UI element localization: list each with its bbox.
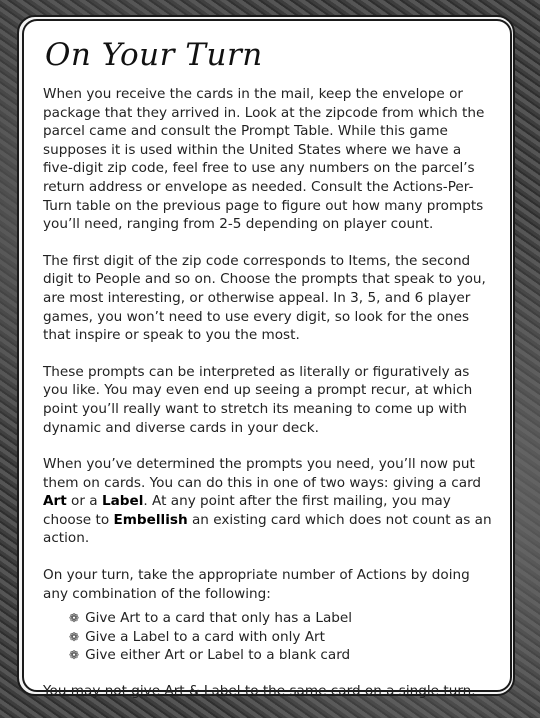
paragraph-actions-intro: On your turn, take the appropriate number of Actions by doing any combination of the following: [43,567,470,602]
list-item [69,646,494,665]
flower-bullet-icon: ❁ [69,629,80,644]
page-title: On Your Turn [45,37,263,73]
paragraph-zip-digits: The first digit of the zip code corresponds to Items, the second digit to People and so on. Choose the prompts that speak to you, are most interesting, or otherwise appeal. In 3, 5, and 6 player games, you won’t need to use every digit, so look for the ones that inspire or speak to you the most. [43,252,486,344]
term-label: Label [101,493,144,510]
term-embellish: Embellish [113,511,188,528]
paragraph-restriction: You may not give Art & Label to the same card on a single turn. [43,683,476,700]
term-art: Art [43,493,67,510]
text-segment: . At any point after the first mailing, you may choose to [43,493,451,528]
list-item [69,628,494,647]
paragraph-art-label [43,455,494,548]
flower-bullet-icon: ❁ [69,648,80,663]
action-text: Give a Label to a card with only Art [85,628,325,645]
paragraph-interpretation: These prompts can be interpreted as literally or figuratively as you like. You may even end up seeing a prompt recur, at which point you’ll really want to stretch its meaning to come up with dynamic and diverse cards in your deck. [43,363,473,436]
text-segment: or a [66,493,102,510]
text-segment: When you’ve determined the prompts you need, you’ll now put them on cards. You can do this in one of two ways: giving a card [43,456,482,491]
list-item [69,609,494,628]
rules-card [22,19,512,700]
text-segment: an existing card which does not count as an action. [43,511,492,547]
paragraph-receiving-cards: When you receive the cards in the mail, keep the envelope or package that they arrived in. Look at the zipcode from which the parcel came and consult the Prompt Table. While this game supposes it is used within the United States where we have a five-digit zip code, feel free to use any numbers on the parcel’s return address or envelope as needed. Consult the Actions-Per-Turn table on the previous page to figure out how many prompts you’ll need, ranging from 2-5 depending on player count. [43,86,485,233]
flower-bullet-icon: ❁ [69,611,80,626]
actions-list [69,609,494,665]
action-text: Give Art to a card that only has a Label [85,610,353,627]
action-text: Give either Art or Label to a blank card [85,647,351,664]
